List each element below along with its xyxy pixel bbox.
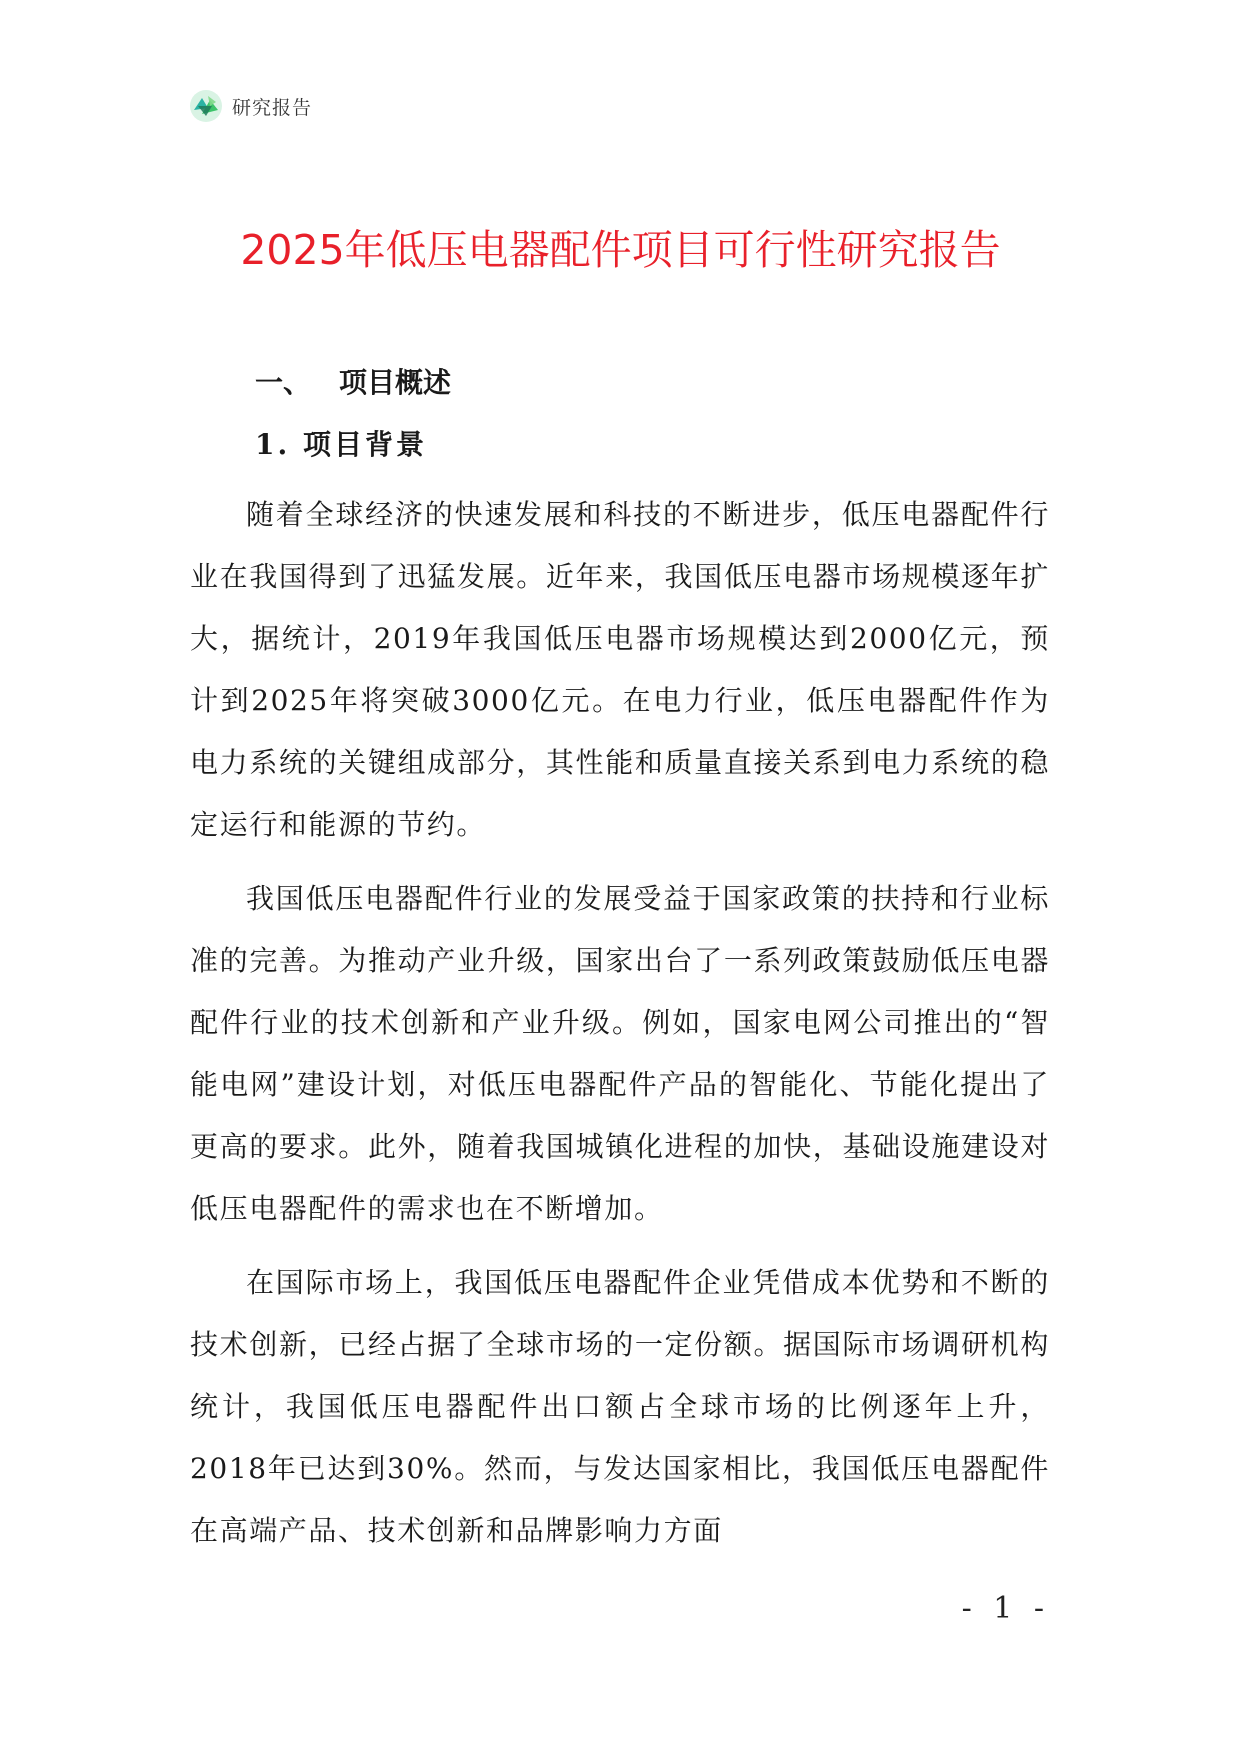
paragraph: 我国低压电器配件行业的发展受益于国家政策的扶持和行业标准的完善。为推动产业升级，国家出台了一系列政策鼓励低压电器配件行业的技术创新和产业升级。例如，国家电网公司推出的“智能电网”建设计划，对低压电器配件产品的智能化、节能化提出了更高的要求。此外，随着我国城镇化进程的加快，基础设施建设对低压电器配件的需求也在不断增加。 (190, 882, 1050, 1225)
page-header (188, 88, 312, 124)
header-label: 研究报告 (232, 96, 313, 119)
section-heading (255, 362, 451, 404)
subsection-heading: 1. 项目背景 (255, 428, 427, 461)
section-title: 项目概述 (339, 366, 452, 399)
paragraph: 随着全球经济的快速发展和科技的不断进步，低压电器配件行业在我国得到了迅猛发展。近年来，我国低压电器市场规模逐年扩大，据统计，2019年我国低压电器市场规模达到2000亿元，预计到2025年将突破3000亿元。在电力行业，低压电器配件作为电力系统的关键组成部分，其性能和质量直接关系到电力系统的稳定运行和能源的节约。 (190, 498, 1050, 841)
page-number: - 1 - (961, 1591, 1050, 1626)
paragraph: 在国际市场上，我国低压电器配件企业凭借成本优势和不断的技术创新，已经占据了全球市场的一定份额。据国际市场调研机构统计，我国低压电器配件出口额占全球市场的比例逐年上升，2018年已达到30%。然而，与发达国家相比，我国低压电器配件在高端产品、技术创新和品牌影响力方面 (190, 1266, 1050, 1547)
document-title: 2025年低压电器配件项目可行性研究报告 (240, 226, 1001, 274)
body-text (190, 484, 1050, 1574)
report-logo-icon (188, 88, 224, 124)
section-number: 一、 (255, 366, 312, 399)
